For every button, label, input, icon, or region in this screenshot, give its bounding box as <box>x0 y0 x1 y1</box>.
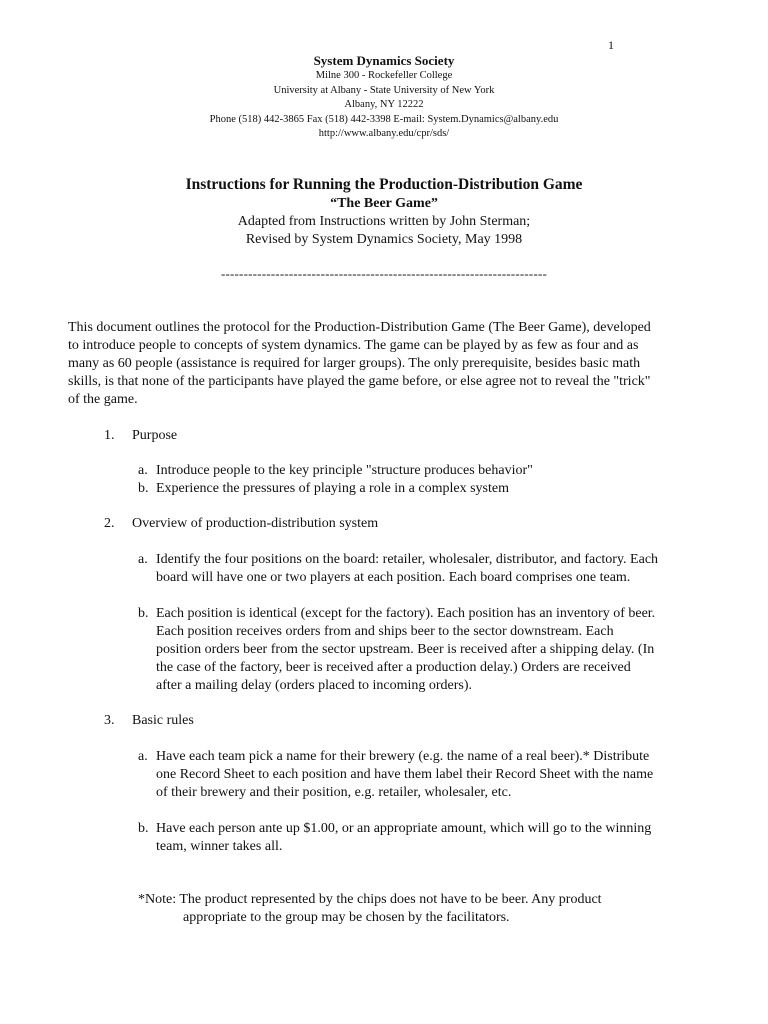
list-item <box>138 820 708 856</box>
document-subtitle: “The Beer Game” <box>330 196 438 211</box>
section-title: Overview of production-distribution system <box>132 516 379 531</box>
list-item <box>138 748 708 802</box>
item-line: one Record Sheet to each position and have them label their Record Sheet with the name <box>156 767 654 782</box>
document-title: Instructions for Running the Production-Distribution Game <box>185 176 583 193</box>
footnote <box>138 891 718 927</box>
contact-line: Phone (518) 442-3865 Fax (518) 442-3398 E-mail: System.Dynamics@albany.edu <box>209 113 559 125</box>
intro-line: many as 60 people (assistance is required for larger groups). The only prerequisite, besides basic math <box>68 356 641 371</box>
item-letter: b. <box>138 606 149 621</box>
item-letter: a. <box>138 463 148 478</box>
section-number: 2. <box>104 516 115 531</box>
address-line: Milne 300 - Rockefeller College <box>315 70 453 81</box>
website-line: http://www.albany.edu/cpr/sds/ <box>318 128 450 139</box>
intro-line: of the game. <box>68 392 138 407</box>
item-line: of their brewery and their position, e.g. retailer, wholesaler, etc. <box>156 785 512 800</box>
revision-line: Revised by System Dynamics Society, May 1998 <box>245 232 523 247</box>
item-letter: b. <box>138 821 149 836</box>
section-heading-basic-rules <box>104 712 194 730</box>
item-line: Identify the four positions on the board: retailer, wholesaler, distributor, and factory. Each <box>156 552 659 567</box>
section-number: 1. <box>104 428 115 443</box>
intro-paragraph <box>68 319 708 409</box>
item-line: after a mailing delay (orders placed to incoming orders). <box>156 678 473 693</box>
item-text <box>156 748 708 802</box>
item-text <box>156 551 708 587</box>
section-title: Purpose <box>132 428 178 443</box>
title-block <box>0 175 768 249</box>
list-item <box>138 551 708 587</box>
footnote-line: *Note: The product represented by the chips does not have to be beer. Any product <box>138 892 602 907</box>
item-letter: b. <box>138 481 149 496</box>
item-line: board will have one or two players at each position. Each board comprises one team. <box>156 570 631 585</box>
intro-line: skills, is that none of the participants have played the game before, or else agree not to reveal the "trick" <box>68 374 651 389</box>
item-line: team, winner takes all. <box>156 839 283 854</box>
item-line: Each position is identical (except for the factory). Each position has an inventory of beer. <box>156 606 656 621</box>
item-line: Have each team pick a name for their brewery (e.g. the name of a real beer).* Distribute <box>156 749 650 764</box>
item-line: Have each person ante up $1.00, or an appropriate amount, which will go to the winning <box>156 821 652 836</box>
section-number: 3. <box>104 713 115 728</box>
item-text: Introduce people to the key principle "structure produces behavior" <box>156 463 533 478</box>
list-item <box>138 480 708 498</box>
section-title: Basic rules <box>132 713 194 728</box>
page-number: 1 <box>608 38 614 52</box>
item-text <box>156 820 708 856</box>
footnote-line: appropriate to the group may be chosen by the facilitators. <box>183 910 510 925</box>
item-letter: a. <box>138 749 148 764</box>
item-line: the case of the factory, beer is received after a production delay.) Orders are received <box>156 660 631 675</box>
intro-line: This document outlines the protocol for the Production-Distribution Game (The Beer Game), developed <box>68 320 651 335</box>
item-line: position orders beer from the sector upstream. Beer is received after a shipping delay. (In <box>156 642 655 657</box>
section-heading-purpose <box>104 427 177 445</box>
address-line: University at Albany - State University of New York <box>273 84 495 96</box>
list-item <box>138 462 708 480</box>
intro-line: to introduce people to concepts of system dynamics. The game can be played by as few as four and as <box>68 338 639 353</box>
item-text <box>156 605 708 695</box>
organization-name: System Dynamics Society <box>313 53 455 68</box>
address-line: Albany, NY 12222 <box>344 99 424 110</box>
item-text: Experience the pressures of playing a role in a complex system <box>156 481 509 496</box>
credit-line: Adapted from Instructions written by John Sterman; <box>237 214 531 229</box>
letterhead <box>0 52 768 142</box>
item-letter: a. <box>138 552 148 567</box>
list-item <box>138 605 708 695</box>
section-heading-overview <box>104 515 378 533</box>
dashed-divider: ------------------------------------------------------------------------ <box>220 266 548 281</box>
item-line: Each position receives orders from and ships beer to the sector downstream. Each <box>156 624 614 639</box>
